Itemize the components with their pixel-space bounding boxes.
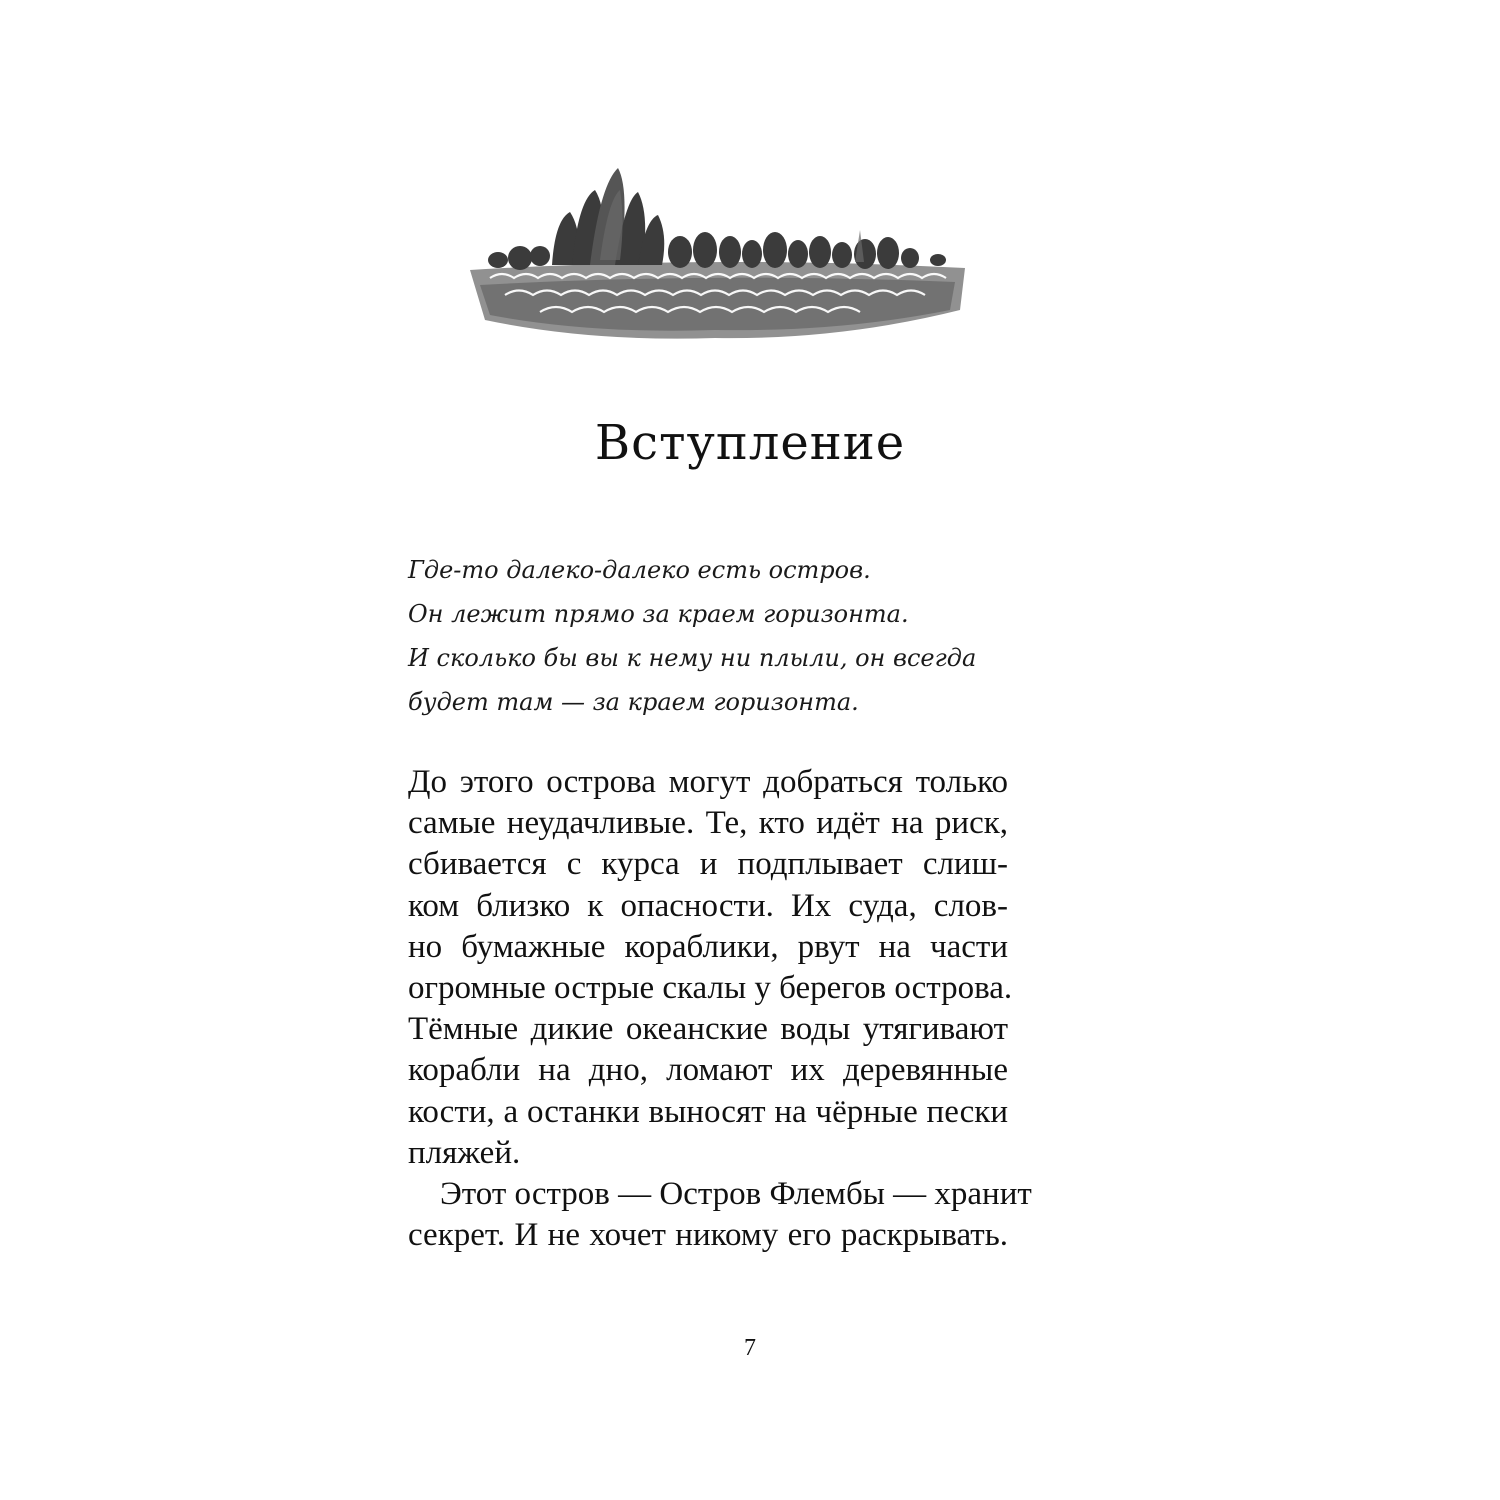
island-in-sea-illustration [460, 160, 970, 355]
text-line: До этого острова могут добраться только [408, 764, 1008, 800]
page-number: 7 [744, 1335, 756, 1361]
text-line: кости, а останки выносят на чёрные пески [408, 1093, 1008, 1130]
text-line: сбивается с курса и подплывает слиш- [408, 846, 1008, 883]
text-line: пляжей. [408, 1134, 521, 1171]
text-line: но бумажные кораблики, рвут на части [408, 928, 1008, 965]
epigraph-line: будет там — за краем горизонта. [408, 688, 859, 716]
epigraph-line: Где-то далеко-далеко есть остров. [408, 556, 871, 584]
text-line: корабли на дно, ломают их деревянные [408, 1052, 1008, 1089]
text-line: Этот остров — Остров Флембы — хранит [440, 1175, 1032, 1212]
text-line: самые неудачливые. Те, кто идёт на риск, [408, 805, 1008, 842]
epigraph-line: И сколько бы вы к нему ни плыли, он всегда [408, 644, 977, 672]
text-line: ком близко к опасности. Их суда, слов- [408, 887, 1008, 924]
epigraph [408, 548, 1048, 724]
text-line: огромные острые скалы у берегов острова. [408, 969, 1013, 1006]
paragraph-1 [408, 762, 1013, 1174]
body-text [408, 762, 1032, 1256]
text-line: Тёмные дикие океанские воды утягивают [408, 1011, 1008, 1048]
text-line: секрет. И не хочет никому его раскрывать. [408, 1217, 1008, 1254]
epigraph-line: Он лежит прямо за краем горизонта. [408, 600, 909, 628]
chapter-title: Вступление [594, 415, 906, 471]
paragraph-2 [408, 1174, 1032, 1256]
